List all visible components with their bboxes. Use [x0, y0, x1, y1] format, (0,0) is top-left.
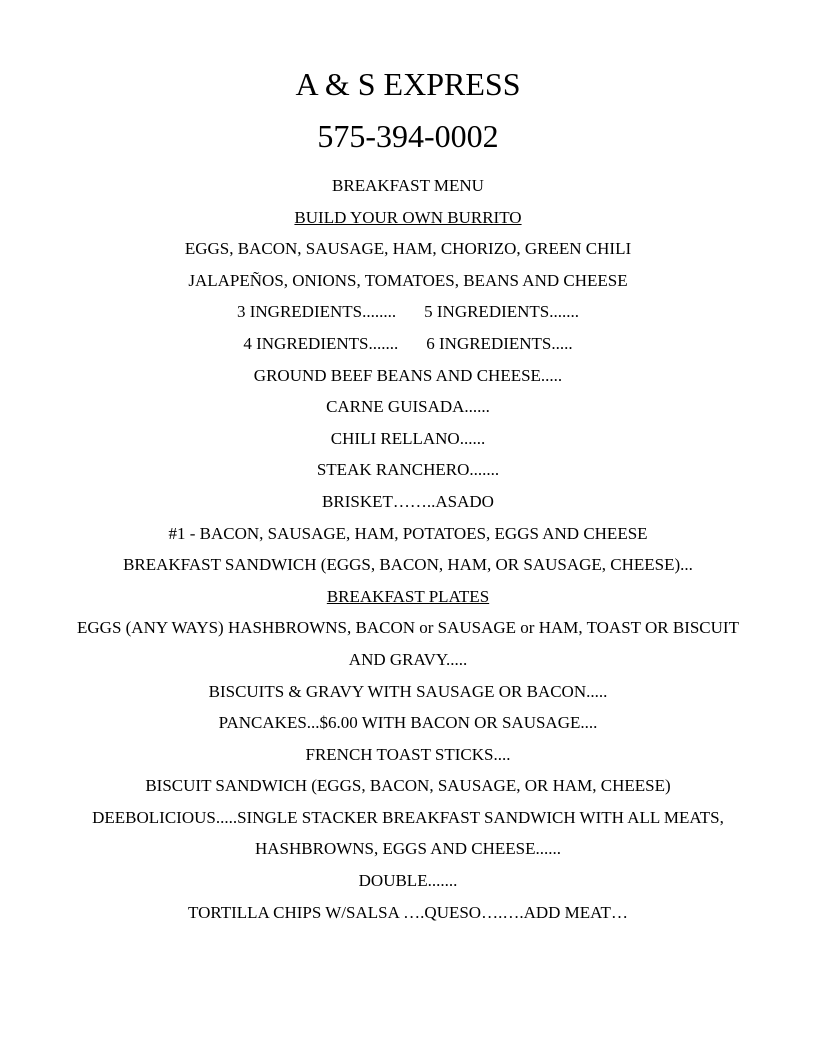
- five-ingredients-item: 5 INGREDIENTS.......: [424, 302, 580, 322]
- section-header-burrito: [0, 202, 816, 234]
- biscuits-gravy-item: BISCUITS & GRAVY WITH SAUSAGE OR BACON.....: [208, 681, 608, 701]
- deebolicious-line-2: HASHBROWNS, EGGS AND CHEESE......: [254, 839, 562, 859]
- number-one-item: #1 - BACON, SAUSAGE, HAM, POTATOES, EGGS AND CHEESE: [168, 523, 648, 543]
- double-item: DOUBLE.......: [358, 871, 458, 891]
- six-ingredients-item: 6 INGREDIENTS.....: [426, 333, 573, 353]
- business-name: A & S EXPRESS: [295, 66, 521, 102]
- phone-number: 575-394-0002: [317, 118, 499, 154]
- deebolicious-line-1: DEEBOLICIOUS.....SINGLE STACKER BREAKFAST SANDWICH WITH ALL MEATS,: [92, 807, 724, 827]
- ingredient-count-row-2: [0, 328, 816, 360]
- tortilla-chips-item: TORTILLA CHIPS W/SALSA ….QUESO….….ADD MEAT…: [188, 902, 628, 922]
- pancakes-item: PANCAKES...$6.00 WITH BACON OR SAUSAGE....: [218, 713, 598, 733]
- ground-beef-item: GROUND BEEF BEANS AND CHEESE.....: [253, 365, 563, 385]
- ingredients-line-2: JALAPEÑOS, ONIONS, TOMATOES, BEANS AND CHEESE: [188, 270, 628, 290]
- ingredient-count-row-1: [0, 296, 816, 328]
- four-ingredients-item: 4 INGREDIENTS.......: [243, 333, 399, 353]
- menu-heading: BREAKFAST MENU: [332, 176, 484, 195]
- biscuit-sandwich-item: BISCUIT SANDWICH (EGGS, BACON, SAUSAGE, OR HAM, CHEESE): [145, 776, 671, 796]
- ingredients-line-1: EGGS, BACON, SAUSAGE, HAM, CHORIZO, GREEN CHILI: [184, 239, 632, 259]
- brisket-item: BRISKET……..ASADO: [322, 491, 494, 511]
- french-toast-item: FRENCH TOAST STICKS....: [305, 744, 511, 764]
- chili-rellano-item: CHILI RELLANO......: [330, 428, 486, 448]
- burrito-section-title: BUILD YOUR OWN BURRITO: [294, 207, 522, 227]
- steak-ranchero-item: STEAK RANCHERO.......: [316, 460, 500, 480]
- breakfast-sandwich-item: BREAKFAST SANDWICH (EGGS, BACON, HAM, OR SAUSAGE, CHEESE)...: [123, 555, 693, 575]
- menu-list: [0, 170, 816, 928]
- three-ingredients-item: 3 INGREDIENTS........: [236, 302, 397, 322]
- eggs-plate-line-1: EGGS (ANY WAYS) HASHBROWNS, BACON or SAUSAGE or HAM, TOAST OR BISCUIT: [77, 618, 739, 638]
- eggs-plate-line-2: AND GRAVY.....: [348, 649, 468, 669]
- carne-guisada-item: CARNE GUISADA......: [326, 397, 490, 417]
- plates-section-title: BREAKFAST PLATES: [326, 586, 490, 606]
- section-header-plates: [0, 581, 816, 613]
